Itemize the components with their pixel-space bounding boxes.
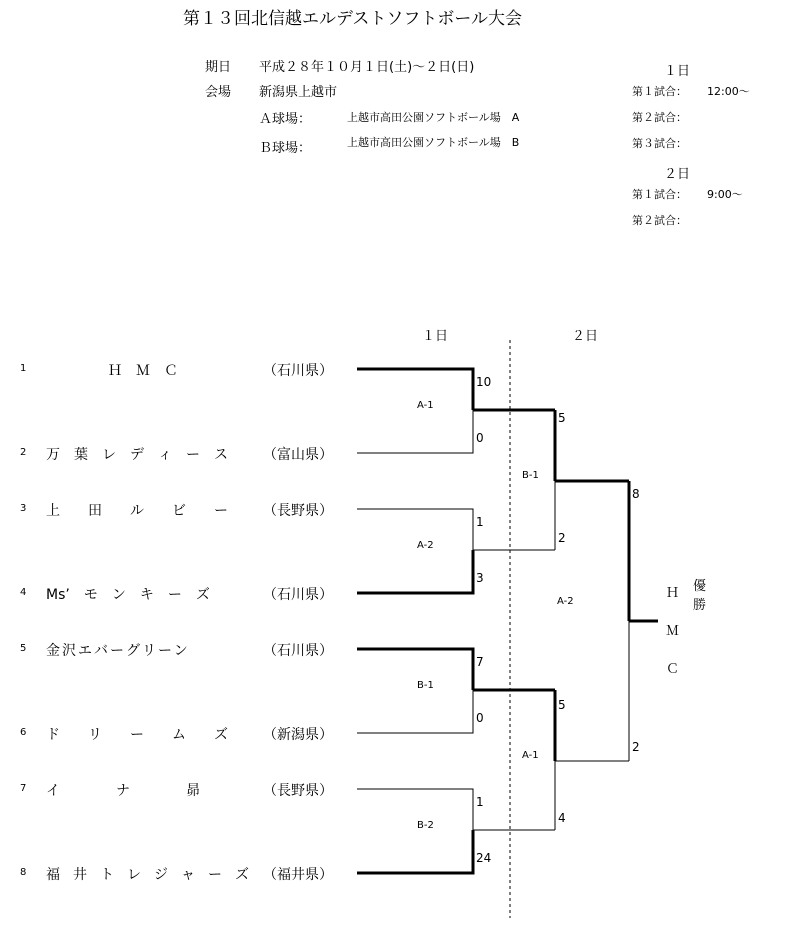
score-r1-a1-top: 10 xyxy=(476,375,492,389)
match-code-sf1: B-1 xyxy=(522,470,539,481)
r1-a2-bottom xyxy=(357,550,473,593)
champion-label-char: 優 xyxy=(693,579,707,594)
schedule-day1-game3-label: 第３試合： xyxy=(632,137,687,150)
team-prefecture: （富山県） xyxy=(263,447,333,463)
team-name: イ ナ 昴 xyxy=(46,783,200,799)
score-r1-b2-bottom: 24 xyxy=(476,851,492,865)
score-r1-a2-bottom: 3 xyxy=(476,571,484,585)
bracket-day1-label: １日 xyxy=(422,329,449,344)
team-name: 万 葉 レ デ ィ ー ス xyxy=(46,447,228,463)
score-final-bottom: 2 xyxy=(632,740,640,754)
schedule-day2-game1-label: 第１試合： xyxy=(632,188,687,201)
match-code-r1-a1: A-1 xyxy=(417,400,434,411)
r1-b1-top xyxy=(357,649,473,690)
r1-b2-bottom xyxy=(357,830,473,873)
schedule-day1-game2-label: 第２試合： xyxy=(632,111,687,124)
schedule-day2-game2-label: 第２試合： xyxy=(632,214,687,227)
team-prefecture: （石川県） xyxy=(263,363,333,379)
score-final-top: 8 xyxy=(632,487,640,501)
r1-a2-top xyxy=(357,509,473,550)
team-seed: 2 xyxy=(20,447,27,458)
r1-b2-top xyxy=(357,789,473,830)
score-sf1-top: 5 xyxy=(558,411,566,425)
field-a-label: Ａ球場： xyxy=(259,112,312,127)
team-seed: 8 xyxy=(20,867,27,878)
team-seed: 5 xyxy=(20,643,27,654)
date-label: 期日 xyxy=(205,60,232,75)
team-name: 福 井 ト レ ジ ャ ー ズ xyxy=(46,867,249,883)
team-prefecture: （福井県） xyxy=(263,867,333,883)
bracket-day2-label: ２日 xyxy=(572,329,599,344)
team-name: Ms’ モ ン キ ー ズ xyxy=(46,587,210,603)
team-seed: 7 xyxy=(20,783,27,794)
schedule-day1-game1-time: 12:00～ xyxy=(707,85,750,98)
team-prefecture: （長野県） xyxy=(263,503,333,519)
team-seed: 4 xyxy=(20,587,27,598)
match-code-r1-b2: B-2 xyxy=(417,820,434,831)
page-title: 第１３回北信越エルデストソフトボール大会 xyxy=(183,9,522,29)
score-r1-b1-top: 7 xyxy=(476,655,484,669)
champion-name-char: Ｃ xyxy=(666,662,680,677)
champion-name-char: Ｍ xyxy=(666,624,680,639)
team-seed: 6 xyxy=(20,727,27,738)
score-r1-a2-top: 1 xyxy=(476,515,484,529)
score-sf1-bottom: 2 xyxy=(558,531,566,545)
team-seed: 1 xyxy=(20,363,27,374)
date-value: 平成２８年１０月１日(土)～２日(日) xyxy=(259,60,475,75)
schedule-day2-header: ２日 xyxy=(664,167,691,182)
match-code-final: A-2 xyxy=(557,596,574,607)
match-code-r1-b1: B-1 xyxy=(417,680,434,691)
r1-a1-bottom xyxy=(357,410,473,453)
venue-label: 会場 xyxy=(205,85,232,100)
team-name: Ｈ Ｍ Ｃ xyxy=(108,363,178,379)
champion-name-char: Ｈ xyxy=(666,586,680,601)
score-r1-b2-top: 1 xyxy=(476,795,484,809)
team-prefecture: （石川県） xyxy=(263,587,333,603)
venue-value: 新潟県上越市 xyxy=(259,85,338,100)
team-seed: 3 xyxy=(20,503,27,514)
field-b-label: Ｂ球場： xyxy=(259,141,312,156)
team-prefecture: （長野県） xyxy=(263,783,333,799)
team-name: 金沢エバーグリーン xyxy=(46,643,190,659)
team-name: 上 田 ル ビ ー xyxy=(46,503,228,519)
score-r1-b1-bottom: 0 xyxy=(476,711,484,725)
r1-a1-top xyxy=(357,369,473,410)
team-prefecture: （新潟県） xyxy=(263,727,333,743)
schedule-day2-game1-time: 9:00～ xyxy=(707,188,743,201)
team-prefecture: （石川県） xyxy=(263,643,333,659)
field-b-value: 上越市高田公園ソフトボール場 B xyxy=(347,136,520,149)
schedule-day1-header: １日 xyxy=(664,64,691,79)
score-r1-a1-bottom: 0 xyxy=(476,431,484,445)
field-a-value: 上越市高田公園ソフトボール場 A xyxy=(347,111,520,124)
team-name: ド リ ー ム ズ xyxy=(46,727,228,743)
schedule-day1-game1-label: 第１試合： xyxy=(632,85,687,98)
score-sf2-top: 5 xyxy=(558,698,566,712)
match-code-r1-a2: A-2 xyxy=(417,540,434,551)
score-sf2-bottom: 4 xyxy=(558,811,566,825)
champion-label-char: 勝 xyxy=(693,598,707,613)
r1-b1-bottom xyxy=(357,690,473,733)
match-code-sf2: A-1 xyxy=(522,750,539,761)
